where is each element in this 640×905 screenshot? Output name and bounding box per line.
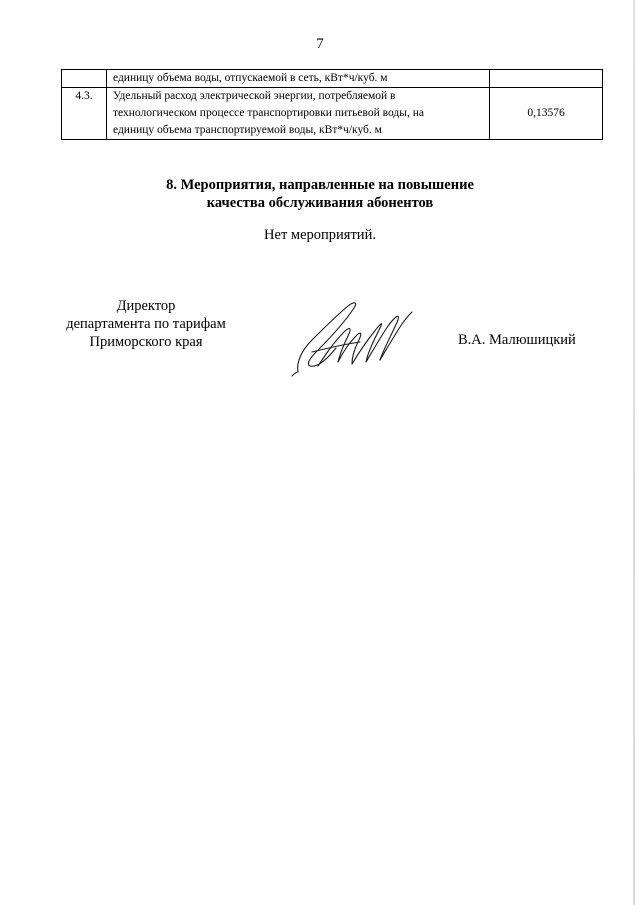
signer-position (40, 297, 252, 351)
signer-name: В.А. Малюшицкий (458, 332, 576, 348)
indicator-value-cell (490, 70, 603, 88)
indicator-name-line: единицу объема транспортируемой воды, кВт*ч/куб. м (113, 124, 382, 136)
page-number: 7 (316, 36, 324, 52)
indicator-value-cell: 0,13576 (490, 88, 603, 140)
indicator-name-cell (107, 70, 490, 88)
signer-position-line: департамента по тарифам (66, 316, 226, 332)
indicator-name-line: Удельный расход электрической энергии, потребляемой в (113, 90, 396, 102)
indicator-name-cell (107, 88, 490, 140)
table-row (62, 70, 603, 88)
indicator-name-line: единицу объема воды, отпускаемой в сеть, кВт*ч/куб. м (113, 72, 388, 84)
section-heading-line: качества обслуживания абонентов (206, 195, 434, 211)
indicator-name-line: технологическом процессе транспортировки питьевой воды, на (113, 107, 425, 119)
signer-position-line: Приморского края (89, 334, 203, 350)
signer-position-line: Директор (116, 298, 176, 314)
row-number-cell: 4.3. (62, 88, 107, 140)
scan-edge (633, 0, 635, 905)
section-body-text: Нет мероприятий. (264, 227, 376, 243)
handwritten-signature (288, 292, 418, 378)
section-heading-line: 8. Мероприятия, направленные на повышение (166, 177, 474, 193)
row-number-cell (62, 70, 107, 88)
section-heading (0, 176, 640, 212)
table-row (62, 88, 603, 140)
indicators-table (61, 69, 603, 140)
